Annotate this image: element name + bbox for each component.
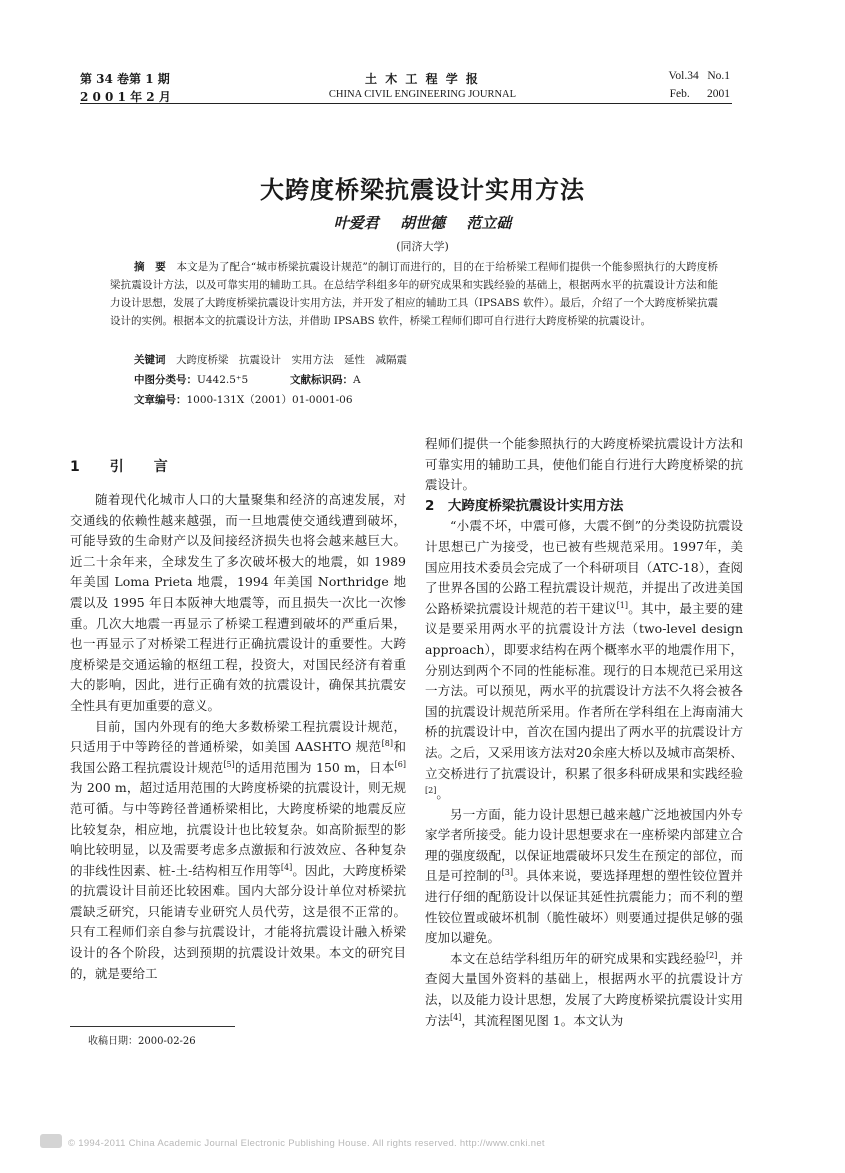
article-number: 文章编号：1000-131X（2001）01-0001-06 [134, 394, 353, 406]
left-column [70, 490, 406, 984]
citation: [8] [381, 738, 393, 748]
citation: [2] [425, 785, 437, 795]
paragraph-intro-end: 程师们提供一个能参照执行的大跨度桥梁抗震设计方法和可靠实用的辅助工具，使他们能自行进行大跨度桥梁的抗震设计。 [425, 436, 743, 493]
copyright-notice: © 1994-2011 China Academic Journal Electronic Publishing House. All rights reserved. http://www.cnki.net [68, 1138, 545, 1149]
header-date: 2 0 0 1 年 2 月 [80, 90, 171, 104]
right-column [425, 434, 743, 1031]
paper-authors: 叶爱君 胡世德 范立础 [333, 214, 512, 232]
paragraph-method-2: 另一方面，能力设计思想已越来越广泛地被国内外专家学者所接受。能力设计思想要求在一座桥梁内部建立合理的强度级配，以保证地震破坏只发生在预定的部位，而且是可控制的[3]。具体来说，要选择理想的塑性铰位置并进行仔细的配筋设计以保证其延性抗震能力；而不利的塑性铰位置或破坏机制（脆性破坏）则要通过提供足够的强度加以避免。 [425, 806, 743, 946]
publisher-logo-icon [40, 1134, 62, 1148]
clc-number: 中图分类号：U442.5⁺5 [134, 374, 249, 386]
header-journal-name-en: CHINA CIVIL ENGINEERING JOURNAL [328, 89, 517, 100]
footnote-rule [70, 1026, 235, 1027]
paragraph-intro-1: 随着现代化城市人口的大量聚集和经济的高速发展，对交通线的依赖性越来越强，而一旦地震使交通线遭到破坏，可能导致的生命财产以及间接经济损失也将会越来越巨大。近二十余年来，全球发生了多次破坏极大的地震，如 1989 年美国 Loma Prieta 地震，1994 年美国 Northridge 地震以及 1995 年日本阪神大地震等，而且损失一次比一次惨重。几次大地震一再显示了桥梁工程遭到破坏的严重后果，也一再显示了对桥梁工程进行正确抗震设计的重要性。大跨度桥梁是交通运输的枢纽工程，投资大，对国民经济有着重大的影响，因此，进行正确有效的抗震设计，确保其抗震安全性具有更加重要的意义。 [70, 492, 406, 713]
abstract-text: 本文是为了配合“城市桥梁抗震设计规范”的制订而进行的，目的在于给桥梁工程师们提供一个能参照执行的大跨度桥梁抗震设计方法，以及可靠实用的辅助工具。在总结学科组多年的研究成果和实践经验的基础上，根据两水平的抗震设计方法和能力设计思想，发展了大跨度桥梁抗震设计实用方法，并开发了相应的辅助工具（IPSABS 软件）。最后，介绍了一个大跨度桥梁抗震设计的实例。根据本文的抗震设计方法，并借助 IPSABS 软件，桥梁工程师们即可自行进行大跨度桥梁的抗震设计。 [110, 261, 719, 327]
received-date: 收稿日期：2000-02-26 [88, 1036, 196, 1047]
citation: [3] [501, 868, 514, 878]
header-volume-issue-en: Vol.34 No.1 [668, 70, 730, 82]
header-volume-issue: 第 34 卷第 1 期 [80, 72, 170, 86]
document-code: 文献标识码：A [290, 374, 361, 386]
abstract [110, 258, 718, 330]
citation: [2] [706, 950, 718, 960]
citation: [6] [394, 759, 406, 769]
section-1-heading: 1 引 言 [70, 459, 168, 475]
header-date-en: Feb. 2001 [669, 88, 730, 100]
keywords-text: 大跨度桥梁 抗震设计 实用方法 延性 减隔震 [176, 354, 407, 366]
paragraph-intro-2: 目前，国内外现有的绝大多数桥梁工程抗震设计规范，只适用于中等跨径的普通桥梁，如美国 AASHTO 规范[8]和我国公路工程抗震设计规范[5]的适用范围为 150 m，日本[6]为 200 m，超过适用范围的大跨度桥梁的抗震设计，则无规范可循。与中等跨径普通桥梁相比，大跨度桥梁的地震反应比较复杂，相应地，抗震设计也比较复杂。如高阶振型的影响比较明显，以及需要考虑多点激振和行波效应、各种复杂的非线性因素、桩-土-结构相互作用等[4]。因此，大跨度桥梁的抗震设计目前还比较困难。国内大部分设计单位对桥梁抗震缺乏研究，只能请专业研究人员代劳，这是很不正常的。只有工程师们亲自参与抗震设计，才能将抗震设计融入桥梁设计的各个阶段，达到预期的抗震设计效果。本文的研究目的，就是要给工 [70, 718, 406, 981]
section-2-heading: 2 大跨度桥梁抗震设计实用方法 [425, 497, 624, 514]
citation: [1] [616, 600, 628, 610]
header-journal-name: 土 木 工 程 学 报 [365, 72, 480, 86]
keywords [134, 352, 407, 367]
paragraph-method-1: “小震不坏，中震可修，大震不倒”的分类设防抗震设计思想已广为接受，也已被有些规范采用。1997年，美国应用技术委员会完成了一个科研项目（ATC-18），查阅了世界各国的公路工程抗震设计规范，并提出了改进美国公路桥梁抗震设计规范的若干建议[1]。其中，最主要的建议是要采用两水平的抗震设计方法（two-level design approach），即要求结构在两个概率水平的地震作用下，分别达到两个不同的性能标准。现行的日本规范已采用这一方法。可以预见，两水平的抗震设计方法不久将会被各国的抗震设计规范所采用。作者所在学科组在上海南浦大桥的抗震设计中，首次在国内提出了两水平的抗震设计方法。之后，又采用该方法对20余座大桥以及城市高架桥、立交桥进行了抗震设计，积累了很多科研成果和实践经验[2]。 [425, 518, 744, 802]
citation: [4] [280, 862, 293, 872]
paragraph-method-3: 本文在总结学科组历年的研究成果和实践经验[2]，并查阅大量国外资料的基础上，根据两水平的抗震设计方法，以及能力设计思想，发展了大跨度桥梁抗震设计实用方法[4]，其流程图见图 1。本文认为 [425, 950, 743, 1028]
abstract-label: 摘 要 [134, 261, 166, 273]
keywords-label: 关键词 [134, 354, 166, 366]
citation: [4] [450, 1012, 462, 1022]
header-rule [80, 103, 732, 104]
paper-title: 大跨度桥梁抗震设计实用方法 [260, 175, 585, 204]
paper-affiliation: (同济大学) [396, 240, 449, 253]
citation: [5] [223, 759, 235, 769]
